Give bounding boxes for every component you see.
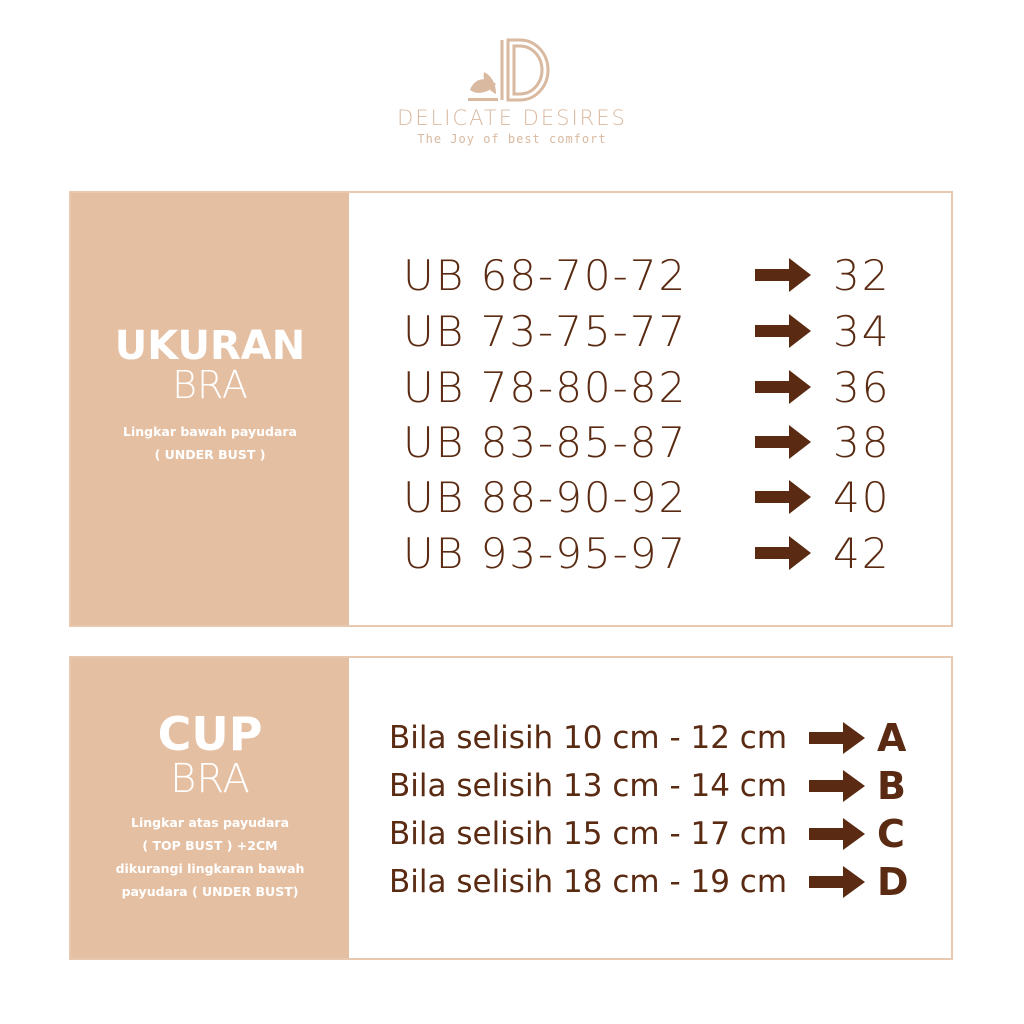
underbust-range: UB 73-75-77 xyxy=(403,306,688,356)
arrow-right-icon xyxy=(755,425,833,459)
brand-header xyxy=(0,32,1024,146)
cup-row xyxy=(389,762,906,810)
underbust-range: UB 93-95-97 xyxy=(403,528,688,578)
arrow-right-icon xyxy=(755,480,833,514)
cup-size-title: CUP xyxy=(157,707,263,761)
arrow-right-icon xyxy=(755,370,833,404)
band-size-value: 38 xyxy=(833,417,891,467)
brand-tagline: The Joy of best comfort xyxy=(417,132,607,146)
arrow-right-icon xyxy=(809,770,877,802)
arrow-right-icon xyxy=(755,536,833,570)
band-size-sidebar xyxy=(71,193,349,625)
band-size-value: 32 xyxy=(833,250,891,300)
band-size-title: UKURAN xyxy=(114,323,306,369)
leaf-d-monogram-icon xyxy=(464,32,560,108)
cup-letter: C xyxy=(877,812,905,856)
band-size-subtitle: BRA xyxy=(172,363,248,407)
cup-size-note-line: Lingkar atas payudara xyxy=(130,815,290,830)
cup-size-panel xyxy=(69,656,953,960)
cup-size-sidebar xyxy=(71,658,349,958)
size-row xyxy=(403,247,890,303)
band-size-value: 42 xyxy=(833,528,891,578)
underbust-range: UB 83-85-87 xyxy=(403,417,688,467)
difference-range: Bila selisih 13 cm - 14 cm xyxy=(389,768,788,804)
arrow-right-icon xyxy=(809,818,877,850)
cup-letter: B xyxy=(877,764,906,808)
cup-size-note xyxy=(71,811,349,903)
brand-name: DELICATE DESIRES xyxy=(397,106,627,130)
cup-letter: D xyxy=(877,860,909,904)
cup-size-note-line: ( TOP BUST ) +2CM xyxy=(142,838,278,853)
cup-row xyxy=(389,810,905,858)
band-size-panel xyxy=(69,191,953,627)
cup-letter: A xyxy=(877,716,907,760)
size-row xyxy=(403,469,890,525)
underbust-range: UB 78-80-82 xyxy=(403,362,688,412)
arrow-right-icon xyxy=(755,258,833,292)
arrow-right-icon xyxy=(809,722,877,754)
underbust-range: UB 68-70-72 xyxy=(403,250,688,300)
size-row xyxy=(403,525,890,581)
size-row xyxy=(403,359,890,415)
underbust-range: UB 88-90-92 xyxy=(403,472,688,522)
band-size-note-line: ( UNDER BUST ) xyxy=(154,447,266,462)
band-size-note-line: Lingkar bawah payudara xyxy=(122,424,297,439)
size-row xyxy=(403,303,890,359)
cup-row xyxy=(389,714,906,762)
cup-size-note-line: payudara ( UNDER BUST) xyxy=(121,884,299,899)
size-row xyxy=(403,414,890,470)
band-size-value: 36 xyxy=(833,362,891,412)
cup-size-subtitle: BRA xyxy=(170,756,250,802)
cup-size-note-line: dikurangi lingkaran bawah xyxy=(115,861,305,876)
cup-row xyxy=(389,858,909,906)
band-size-value: 40 xyxy=(833,472,891,522)
band-size-note xyxy=(71,420,349,466)
band-size-value: 34 xyxy=(833,306,891,356)
arrow-right-icon xyxy=(755,314,833,348)
arrow-right-icon xyxy=(809,866,877,898)
difference-range: Bila selisih 15 cm - 17 cm xyxy=(389,816,788,852)
difference-range: Bila selisih 18 cm - 19 cm xyxy=(389,864,788,900)
difference-range: Bila selisih 10 cm - 12 cm xyxy=(389,720,788,756)
